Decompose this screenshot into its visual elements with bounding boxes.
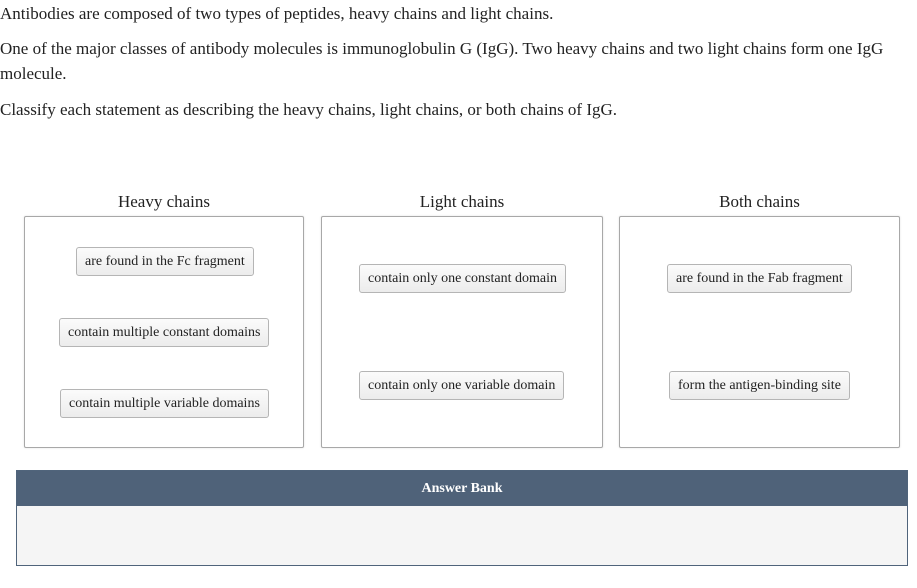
- answer-bank[interactable]: [16, 470, 908, 566]
- heavy-chains-drop-zone[interactable]: [24, 216, 304, 448]
- answer-bank-header: Answer Bank: [17, 471, 907, 506]
- answer-chip-multiple-variable-domains[interactable]: contain multiple variable domains: [60, 389, 269, 418]
- both-chains-title: Both chains: [719, 192, 800, 211]
- instruction-text: Classify each statement as describing the heavy chains, light chains, or both chains of IgG.: [0, 100, 618, 119]
- answer-chip-antigen-binding-site[interactable]: form the antigen-binding site: [669, 371, 850, 400]
- answer-bank-drop-area[interactable]: [17, 506, 907, 565]
- answer-chip-fc-fragment[interactable]: are found in the Fc fragment: [76, 247, 254, 276]
- answer-chip-fab-fragment[interactable]: are found in the Fab fragment: [667, 264, 852, 293]
- answer-chip-multiple-constant-domains[interactable]: contain multiple constant domains: [59, 318, 269, 347]
- answer-chip-one-constant-domain[interactable]: contain only one constant domain: [359, 264, 566, 293]
- intro-paragraph-1: Antibodies are composed of two types of peptides, heavy chains and light chains.: [0, 4, 554, 23]
- both-chains-drop-zone[interactable]: [619, 216, 900, 448]
- light-chains-drop-zone[interactable]: [321, 216, 603, 448]
- intro-paragraph-2: One of the major classes of antibody molecules is immunoglobulin G (IgG). Two heavy chains and two light chains form one IgG molecule.: [0, 39, 884, 83]
- answer-chip-one-variable-domain[interactable]: contain only one variable domain: [359, 371, 564, 400]
- heavy-chains-title: Heavy chains: [117, 192, 211, 211]
- light-chains-title: Light chains: [419, 192, 505, 211]
